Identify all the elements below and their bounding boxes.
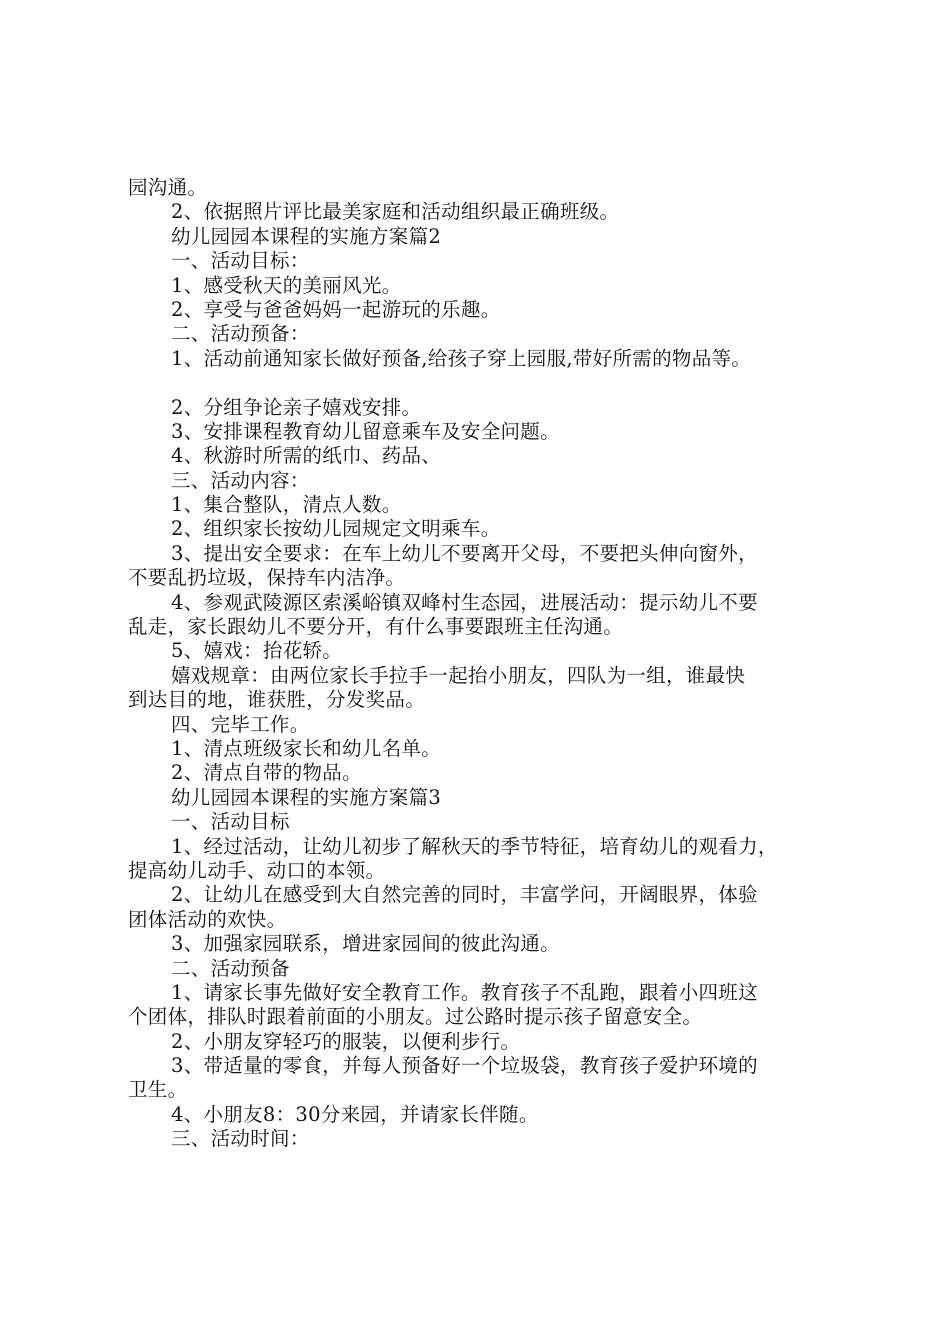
- text-line: 1、经过活动，让幼儿初步了解秋天的季节特征，培育幼儿的观看力，: [171, 834, 778, 858]
- text-line: 2、让幼儿在感受到大自然完善的同时，丰富学问，开阔眼界，体验: [171, 883, 758, 907]
- text-line: 卫生。: [128, 1078, 188, 1102]
- text-line: 1、感受秋天的美丽风光。: [171, 273, 402, 297]
- text-line: 乱走，家长跟幼儿不要分开，有什么事要跟班主任沟通。: [128, 615, 624, 639]
- text-line: 5、嬉戏：抬花轿。: [171, 639, 343, 663]
- text-line: 2、依据照片评比最美家庭和活动组织最正确班级。: [171, 200, 620, 224]
- text-line: 4、参观武陵源区索溪峪镇双峰村生态园，进展活动：提示幼儿不要: [171, 590, 758, 614]
- text-line: 1、清点班级家长和幼儿名单。: [171, 736, 442, 760]
- text-line: 2、清点自带的物品。: [171, 761, 362, 785]
- text-line: 2、分组争论亲子嬉戏安排。: [171, 395, 422, 419]
- text-line: 1、请家长事先做好安全教育工作。教育孩子不乱跑，跟着小四班这: [171, 980, 758, 1004]
- text-line: 个团体，排队时跟着前面的小朋友。过公路时提示孩子留意安全。: [128, 1005, 703, 1029]
- text-line: 4、秋游时所需的纸巾、药品、: [171, 444, 442, 468]
- text-line: 团体活动的欢快。: [128, 907, 287, 931]
- subsection-heading: 三、活动内容：: [171, 468, 310, 492]
- text-line: 提高幼儿动手、动口的本领。: [128, 858, 386, 882]
- text-line: 3、带适量的零食，并每人预备好一个垃圾袋，教育孩子爱护环境的: [171, 1054, 758, 1078]
- subsection-heading: 三、活动时间：: [171, 1127, 310, 1151]
- subsection-heading: 二、活动预备: [171, 956, 290, 980]
- subsection-heading: 一、活动目标: [171, 810, 290, 834]
- text-line: 嬉戏规章：由两位家长手拉手一起抬小朋友，四队为一组，谁最快: [171, 663, 746, 687]
- text-line: 2、组织家长按幼儿园规定文明乘车。: [171, 517, 501, 541]
- text-line: 到达目的地，谁获胜，分发奖品。: [128, 688, 426, 712]
- text-line: 1、集合整队，清点人数。: [171, 493, 402, 517]
- text-line: 园沟通。: [128, 176, 208, 199]
- text-line: 4、小朋友8：30分来园，并请家长伴随。: [171, 1102, 539, 1126]
- text-line: 不要乱扔垃圾，保持车内洁净。: [128, 566, 406, 590]
- subsection-heading: 四、完毕工作。: [171, 712, 310, 736]
- blank-line: [128, 371, 838, 395]
- subsection-heading: 二、活动预备：: [171, 322, 310, 346]
- text-line: 3、提出安全要求：在车上幼儿不要离开父母，不要把头伸向窗外，: [171, 541, 758, 565]
- text-line: 1、活动前通知家长做好预备,给孩子穿上园服,带好所需的物品等。: [171, 346, 752, 370]
- text-line: 2、小朋友穿轻巧的服装，以便利步行。: [171, 1029, 521, 1053]
- text-line: 3、加强家园联系，增进家园间的彼此沟通。: [171, 932, 560, 956]
- text-line: 3、安排课程教育幼儿留意乘车及安全问题。: [171, 419, 560, 443]
- section-heading: 幼儿园园本课程的实施方案篇3: [171, 785, 442, 809]
- text-line: 2、享受与爸爸妈妈一起游玩的乐趣。: [171, 297, 501, 321]
- subsection-heading: 一、活动目标：: [171, 249, 310, 273]
- document-body: [128, 176, 838, 1152]
- section-heading: 幼儿园园本课程的实施方案篇2: [171, 224, 442, 248]
